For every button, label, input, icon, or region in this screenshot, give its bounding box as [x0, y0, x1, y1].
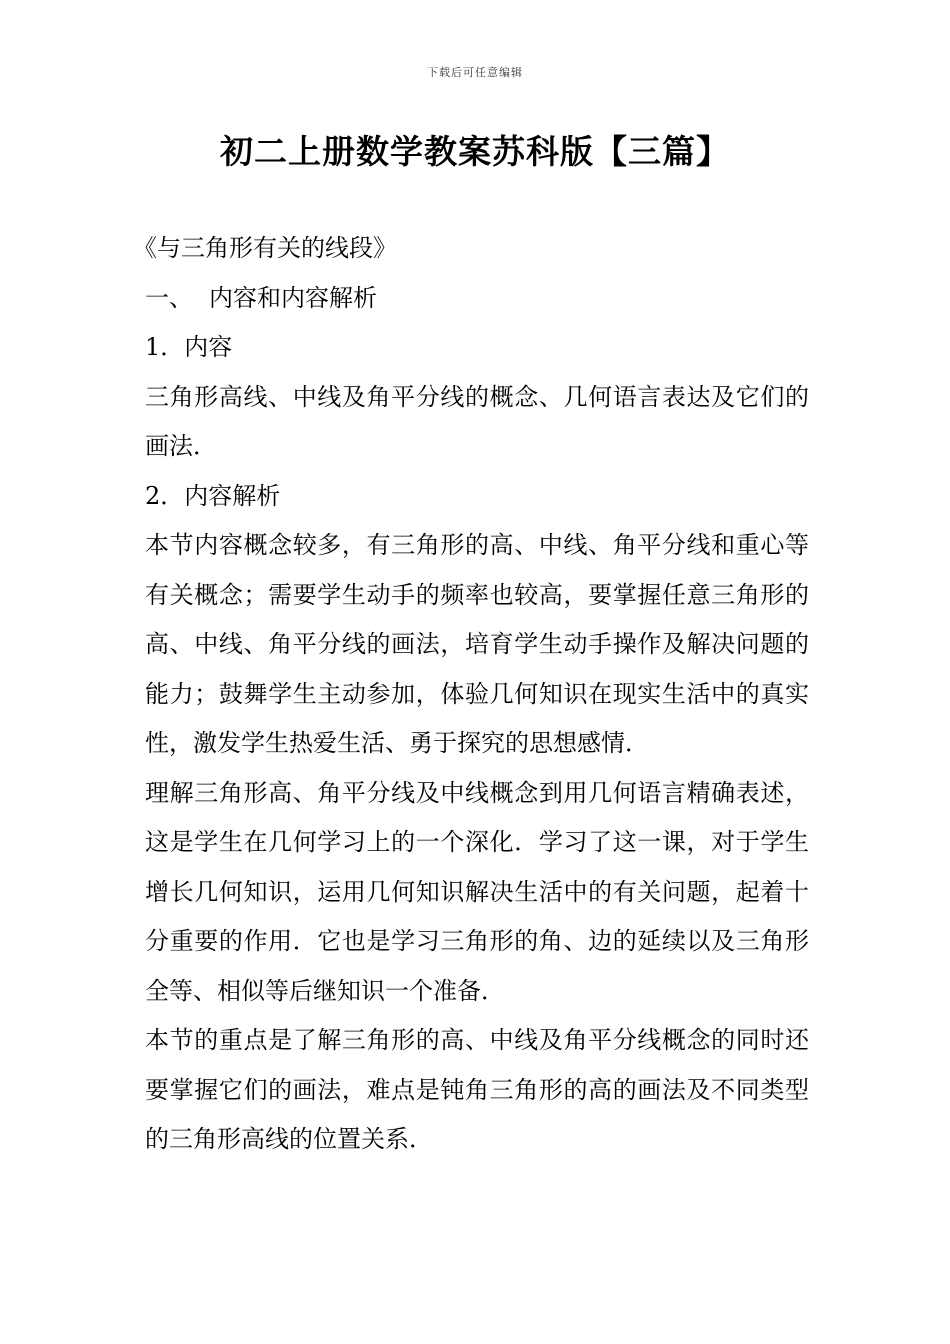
section-heading — [145, 274, 809, 324]
document-title: 初二上册数学教案苏科版【三篇】 — [220, 132, 730, 171]
paragraph-analysis-3: 本节的重点是了解三角形的高、中线及角平分线概念的同时还要掌握它们的画法，难点是钝角三角形的高的画法及不同类型的三角形高线的位置关系． — [145, 1026, 809, 1153]
paragraph-analysis-2: 理解三角形高、角平分线及中线概念到用几何语言精确表述，这是学生在几何学习上的一个深化．学习了这一课，对于学生增长几何知识，运用几何知识解决生活中的有关问题，起着十分重要的作用．它也是学习三角形的角、边的延续以及三角形全等、相似等后继知识一个准备． — [145, 778, 809, 1005]
paragraph-content: 三角形高线、中线及角平分线的概念、几何语言表达及它们的画法． — [145, 382, 809, 460]
paragraph-analysis-1: 本节内容概念较多，有三角形的高、中线、角平分线和重心等有关概念；需要学生动手的频率也较高，要掌握任意三角形的高、中线、角平分线的画法，培育学生动手操作及解决问题的能力；鼓舞学生主动参加，体验几何知识在现实生活中的真实性，激发学生热爱生活、勇于探究的思想感情． — [145, 531, 809, 757]
header-note: 下载后可任意编辑 — [427, 66, 523, 79]
document-body — [133, 224, 809, 1165]
subsection-analysis-heading: 2．内容解析 — [145, 481, 281, 510]
section-heading-text: 内容和内容解析 — [209, 283, 377, 312]
section-number: 一、 — [145, 283, 193, 312]
lesson-subtitle: 《与三角形有关的线段》 — [133, 234, 397, 262]
subsection-content-heading: 1．内容 — [145, 333, 233, 361]
